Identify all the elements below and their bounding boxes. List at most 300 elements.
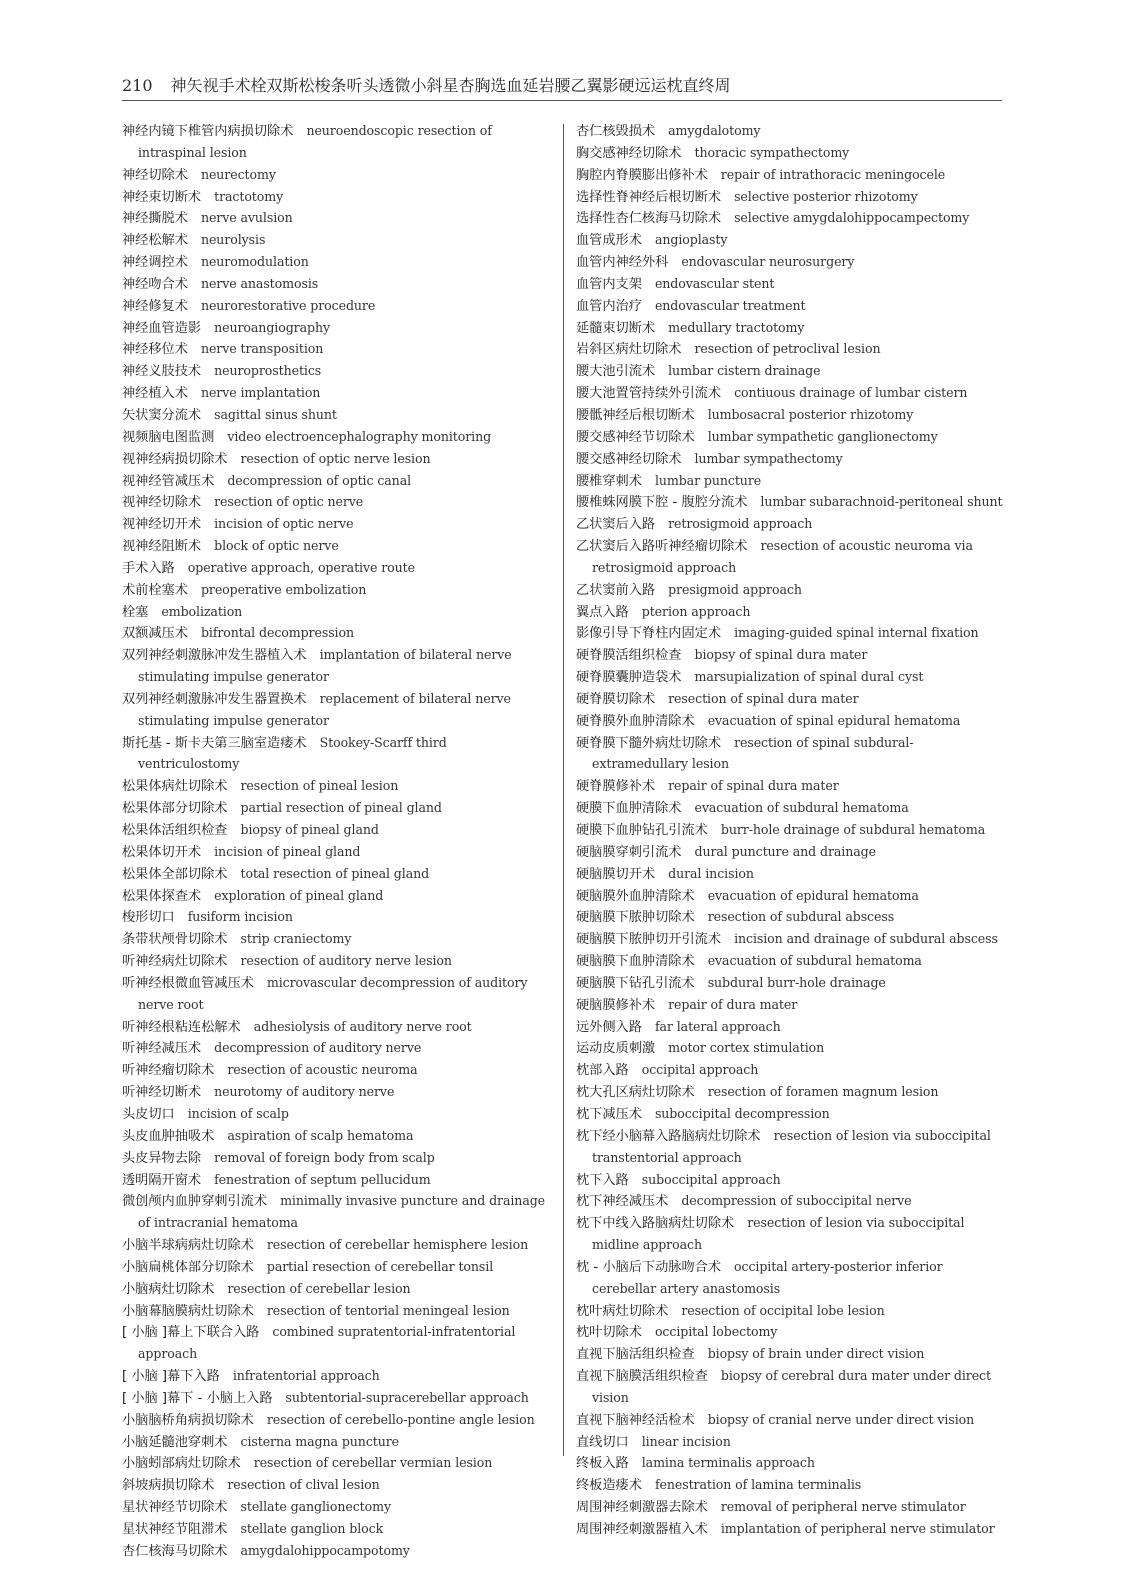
term-english: neuroendoscopic resection of intraspinal lesion bbox=[138, 123, 492, 160]
term-chinese: 硬脑膜切开术 bbox=[576, 866, 656, 882]
term-chinese: 枕 - 小脑后下动脉吻合术 bbox=[576, 1259, 722, 1275]
glossary-entry bbox=[122, 1475, 550, 1497]
term-english: fusiform incision bbox=[187, 909, 293, 925]
right-column bbox=[576, 121, 1006, 1541]
term-english: retrosigmoid approach bbox=[668, 516, 813, 532]
term-english: presigmoid approach bbox=[668, 581, 802, 597]
glossary-entry bbox=[576, 798, 1006, 820]
term-english: removal of foreign body from scalp bbox=[214, 1149, 435, 1165]
glossary-entry bbox=[576, 711, 1006, 733]
term-english: removal of peripheral nerve stimulator bbox=[720, 1499, 966, 1515]
term-english: selective amygdalohippocampectomy bbox=[734, 210, 970, 226]
glossary-entry bbox=[122, 187, 550, 209]
term-chinese: 神经束切断术 bbox=[122, 189, 202, 205]
term-english: lamina terminalis approach bbox=[641, 1455, 815, 1471]
term-chinese: 透明隔开窗术 bbox=[122, 1172, 202, 1188]
term-chinese: 硬脑膜修补术 bbox=[576, 997, 656, 1013]
glossary-entry bbox=[122, 1322, 550, 1366]
glossary-entry bbox=[122, 296, 550, 318]
term-chinese: 听神经瘤切除术 bbox=[122, 1063, 215, 1079]
glossary-entry bbox=[576, 1475, 1006, 1497]
term-chinese: 选择性杏仁核海马切除术 bbox=[576, 211, 722, 227]
term-english: decompression of auditory nerve bbox=[214, 1040, 422, 1056]
glossary-entry bbox=[122, 208, 550, 230]
term-english: burr-hole drainage of subdural hematoma bbox=[720, 822, 986, 837]
term-english: fenestration of lamina terminalis bbox=[654, 1477, 862, 1493]
term-english: implantation of peripheral nerve stimulator bbox=[720, 1521, 995, 1536]
term-chinese: 神经义肢技术 bbox=[122, 364, 202, 380]
term-english: lumbar cistern drainage bbox=[668, 363, 821, 379]
term-english: neurotomy of auditory nerve bbox=[214, 1084, 395, 1100]
term-chinese: 腰椎蛛网膜下腔 - 腹腔分流术 bbox=[576, 495, 748, 511]
term-chinese: 小脑扁桃体部分切除术 bbox=[122, 1259, 254, 1275]
term-chinese: 枕叶切除术 bbox=[576, 1325, 642, 1341]
term-chinese: 栓塞 bbox=[122, 604, 149, 620]
term-chinese: 硬脊膜囊肿造袋术 bbox=[576, 670, 682, 686]
term-english: contiuous drainage of lumbar cistern bbox=[734, 385, 968, 401]
term-chinese: 腰大池引流术 bbox=[576, 364, 656, 380]
glossary-entry bbox=[576, 361, 1006, 383]
term-chinese: 神经松解术 bbox=[122, 233, 188, 249]
term-chinese: 神经切除术 bbox=[122, 167, 188, 183]
glossary-entry bbox=[576, 471, 1006, 493]
glossary-entry bbox=[122, 602, 550, 624]
term-english: medullary tractotomy bbox=[668, 319, 805, 335]
glossary-entry bbox=[576, 1038, 1006, 1060]
glossary-entry bbox=[576, 187, 1006, 209]
glossary-entry bbox=[122, 842, 550, 864]
glossary-entry bbox=[576, 907, 1006, 929]
term-chinese: 直视下脑神经活检术 bbox=[576, 1412, 695, 1428]
term-english: exploration of pineal gland bbox=[214, 887, 384, 903]
term-chinese: 头皮异物去除 bbox=[122, 1150, 202, 1166]
term-chinese: 小脑病灶切除术 bbox=[122, 1281, 215, 1297]
glossary-entry bbox=[122, 798, 550, 820]
term-chinese: 硬脑膜下脓肿切开引流术 bbox=[576, 932, 722, 948]
glossary-entry bbox=[576, 208, 1006, 230]
term-english: fenestration of septum pellucidum bbox=[214, 1171, 431, 1187]
term-chinese: 双额减压术 bbox=[122, 626, 188, 642]
glossary-entry bbox=[576, 1257, 1006, 1301]
term-english: resection of acoustic neuroma via retrosigmoid approach bbox=[592, 538, 973, 575]
glossary-entry bbox=[576, 733, 1006, 777]
page-header bbox=[122, 72, 1002, 101]
glossary-entry bbox=[576, 143, 1006, 165]
term-chinese: 星状神经节阻滞术 bbox=[122, 1522, 228, 1537]
term-chinese: 松果体切开术 bbox=[122, 844, 202, 860]
term-chinese: 视频脑电图监测 bbox=[122, 429, 215, 445]
glossary-entry bbox=[122, 1191, 550, 1235]
term-chinese: 神经内镜下椎管内病损切除术 bbox=[122, 124, 294, 139]
term-english: nerve anastomosis bbox=[200, 275, 319, 291]
term-english: combined supratentorial-infratentorial approach bbox=[138, 1324, 516, 1362]
term-english: occipital approach bbox=[641, 1062, 759, 1078]
term-english: cisterna magna puncture bbox=[240, 1433, 400, 1449]
term-english: evacuation of subdural hematoma bbox=[694, 800, 909, 816]
term-english: endovascular stent bbox=[654, 275, 775, 291]
glossary-entry bbox=[122, 121, 550, 165]
glossary-entry bbox=[576, 864, 1006, 886]
term-chinese: 杏仁核毁损术 bbox=[576, 124, 656, 139]
term-english: resection of cerebellar vermian lesion bbox=[253, 1455, 493, 1471]
term-chinese: 运动皮质刺激 bbox=[576, 1041, 656, 1057]
term-chinese: 听神经根粘连松解术 bbox=[122, 1019, 241, 1035]
term-chinese: 硬脊膜切除术 bbox=[576, 691, 656, 707]
term-chinese: 手术入路 bbox=[122, 560, 175, 576]
glossary-entry bbox=[122, 886, 550, 908]
glossary-entry bbox=[576, 1301, 1006, 1323]
glossary-entry bbox=[122, 1279, 550, 1301]
glossary-entry bbox=[576, 776, 1006, 798]
term-chinese: 听神经切断术 bbox=[122, 1085, 202, 1101]
glossary-entry bbox=[576, 689, 1006, 711]
term-english: resection of optic nerve lesion bbox=[240, 450, 431, 466]
glossary-entry bbox=[576, 427, 1006, 449]
glossary-entry bbox=[576, 1519, 1006, 1541]
term-chinese: 乙状窦后入路 bbox=[576, 517, 656, 533]
term-chinese: 硬脑膜外血肿清除术 bbox=[576, 888, 695, 904]
term-chinese: 视神经病损切除术 bbox=[122, 451, 228, 467]
column-divider bbox=[563, 124, 564, 1456]
term-english: lumbosacral posterior rhizotomy bbox=[707, 406, 914, 422]
term-chinese: 松果体活组织检查 bbox=[122, 823, 228, 838]
glossary-entry bbox=[122, 1410, 550, 1432]
glossary-entry bbox=[122, 165, 550, 187]
term-english: suboccipital decompression bbox=[654, 1105, 830, 1121]
glossary-entry bbox=[122, 471, 550, 493]
term-chinese: 矢状窦分流术 bbox=[122, 407, 202, 423]
term-english: incision of scalp bbox=[187, 1105, 289, 1121]
glossary-entry bbox=[122, 405, 550, 427]
glossary-entry bbox=[122, 1366, 550, 1388]
term-chinese: 神经吻合术 bbox=[122, 276, 188, 292]
glossary-entry bbox=[122, 492, 550, 514]
glossary-entry bbox=[576, 842, 1006, 864]
term-chinese: 周围神经刺激器去除术 bbox=[576, 1500, 708, 1516]
term-english: partial resection of pineal gland bbox=[240, 800, 442, 816]
term-english: biopsy of pineal gland bbox=[240, 822, 379, 837]
term-english: endovascular treatment bbox=[654, 297, 806, 313]
term-chinese: 视神经管减压术 bbox=[122, 473, 215, 489]
glossary-entry bbox=[576, 667, 1006, 689]
glossary-entry bbox=[122, 1541, 550, 1563]
term-english: stellate ganglion block bbox=[240, 1521, 384, 1536]
glossary-entry bbox=[576, 1453, 1006, 1475]
term-english: adhesiolysis of auditory nerve root bbox=[253, 1018, 472, 1034]
term-english: resection of clival lesion bbox=[227, 1477, 380, 1493]
term-chinese: 硬脊膜下髓外病灶切除术 bbox=[576, 735, 722, 751]
term-english: neuromodulation bbox=[200, 254, 309, 270]
glossary-entry bbox=[576, 1213, 1006, 1257]
glossary-entry bbox=[122, 449, 550, 471]
term-chinese: 条带状颅骨切除术 bbox=[122, 932, 228, 948]
glossary-entry bbox=[122, 514, 550, 536]
glossary-entry bbox=[122, 951, 550, 973]
term-english: resection of spinal dura mater bbox=[668, 690, 859, 706]
glossary-entry bbox=[122, 1235, 550, 1257]
term-english: incision and drainage of subdural abscess bbox=[734, 931, 998, 947]
term-english: lumbar sympathetic ganglionectomy bbox=[707, 428, 938, 444]
glossary-entry bbox=[122, 1497, 550, 1519]
term-chinese: 小脑脑桥角病损切除术 bbox=[122, 1412, 254, 1428]
glossary-entry bbox=[122, 1257, 550, 1279]
term-english: resection of spinal subdural-extramedullary lesion bbox=[592, 734, 914, 772]
term-english: repair of spinal dura mater bbox=[668, 778, 839, 794]
glossary-entry bbox=[122, 383, 550, 405]
term-chinese: 视神经阻断术 bbox=[122, 539, 202, 555]
term-chinese: 腰交感神经切除术 bbox=[576, 451, 682, 467]
glossary-entry bbox=[122, 1082, 550, 1104]
term-chinese: 枕下中线入路脑病灶切除术 bbox=[576, 1216, 735, 1232]
term-chinese: 血管内治疗 bbox=[576, 298, 642, 314]
glossary-entry bbox=[576, 1344, 1006, 1366]
term-english: resection of cerebellar hemisphere lesion bbox=[266, 1237, 529, 1253]
term-english: resection of pineal lesion bbox=[240, 778, 399, 794]
glossary-entry bbox=[576, 449, 1006, 471]
term-english: endovascular neurosurgery bbox=[681, 254, 855, 270]
term-chinese: 腰骶神经后根切断术 bbox=[576, 407, 695, 423]
glossary-entry bbox=[122, 427, 550, 449]
glossary-entry bbox=[122, 623, 550, 645]
term-english: motor cortex stimulation bbox=[668, 1040, 825, 1056]
page-number: 210 bbox=[122, 76, 153, 95]
glossary-entry bbox=[122, 252, 550, 274]
glossary-entry bbox=[122, 1301, 550, 1323]
term-chinese: 直视下脑活组织检查 bbox=[576, 1347, 695, 1363]
glossary-entry bbox=[122, 645, 550, 689]
glossary-entry bbox=[122, 689, 550, 733]
term-english: thoracic sympathectomy bbox=[694, 144, 850, 160]
term-chinese: [ 小脑 ]幕下 - 小脑上入路 bbox=[122, 1390, 273, 1406]
term-english: resection of subdural abscess bbox=[707, 909, 895, 925]
term-english: strip craniectomy bbox=[240, 931, 352, 947]
glossary-entry bbox=[576, 1104, 1006, 1126]
term-english: amygdalohippocampotomy bbox=[240, 1542, 410, 1558]
glossary-entry bbox=[122, 1388, 550, 1410]
glossary-entry bbox=[576, 383, 1006, 405]
term-chinese: 视神经切除术 bbox=[122, 495, 202, 511]
term-chinese: 枕下减压术 bbox=[576, 1106, 642, 1122]
term-english: marsupialization of spinal dural cyst bbox=[694, 669, 924, 685]
term-chinese: 松果体病灶切除术 bbox=[122, 779, 228, 795]
glossary-entry bbox=[576, 1410, 1006, 1432]
term-english: repair of intrathoracic meningocele bbox=[720, 166, 946, 182]
term-chinese: 听神经病灶切除术 bbox=[122, 954, 228, 970]
term-english: infratentorial approach bbox=[232, 1368, 380, 1384]
term-english: dural puncture and drainage bbox=[694, 843, 876, 859]
glossary-entry bbox=[576, 995, 1006, 1017]
term-chinese: 头皮切口 bbox=[122, 1106, 175, 1122]
term-english: nerve implantation bbox=[200, 385, 321, 401]
glossary-entry bbox=[576, 252, 1006, 274]
glossary-entry bbox=[122, 973, 550, 1017]
term-english: linear incision bbox=[641, 1433, 731, 1449]
term-chinese: 小脑幕脑膜病灶切除术 bbox=[122, 1303, 254, 1319]
term-chinese: 硬脊膜修补术 bbox=[576, 779, 656, 795]
term-chinese: 影像引导下脊柱内固定术 bbox=[576, 626, 722, 642]
glossary-entry bbox=[576, 1060, 1006, 1082]
glossary-entry bbox=[122, 580, 550, 602]
glossary-entry bbox=[122, 1060, 550, 1082]
glossary-entry bbox=[576, 1082, 1006, 1104]
term-chinese: 硬脑膜下脓肿切除术 bbox=[576, 910, 695, 926]
term-chinese: 枕大孔区病灶切除术 bbox=[576, 1085, 695, 1101]
glossary-entry bbox=[576, 514, 1006, 536]
term-english: amygdalotomy bbox=[668, 123, 761, 138]
left-column bbox=[122, 121, 550, 1563]
glossary-entry bbox=[122, 733, 550, 777]
term-chinese: 乙状窦前入路 bbox=[576, 582, 656, 598]
glossary-entry bbox=[576, 951, 1006, 973]
term-chinese: 腰交感神经节切除术 bbox=[576, 429, 695, 445]
term-chinese: 硬膜下血肿钻孔引流术 bbox=[576, 823, 708, 838]
term-chinese: 远外侧入路 bbox=[576, 1019, 642, 1035]
term-english: minimally invasive puncture and drainage of intracranial hematoma bbox=[138, 1193, 546, 1231]
term-chinese: 神经血管造影 bbox=[122, 320, 202, 336]
term-english: far lateral approach bbox=[654, 1018, 781, 1034]
term-english: lumbar subarachnoid-peritoneal shunt bbox=[760, 494, 1003, 510]
term-chinese: 松果体探查术 bbox=[122, 888, 202, 904]
glossary-entry bbox=[576, 580, 1006, 602]
term-chinese: 胸腔内脊膜膨出修补术 bbox=[576, 167, 708, 183]
term-chinese: 小脑延髓池穿刺术 bbox=[122, 1434, 228, 1450]
term-english: neurolysis bbox=[200, 232, 266, 248]
term-chinese: 硬脊膜外血肿清除术 bbox=[576, 713, 695, 729]
term-chinese: 视神经切开术 bbox=[122, 517, 202, 533]
term-english: resection of tentorial meningeal lesion bbox=[266, 1302, 510, 1318]
glossary-entry bbox=[576, 1366, 1006, 1410]
glossary-entry bbox=[576, 645, 1006, 667]
term-english: neuroprosthetics bbox=[214, 363, 322, 379]
term-english: stellate ganglionectomy bbox=[240, 1499, 391, 1515]
glossary-entry bbox=[122, 1038, 550, 1060]
term-english: resection of cerebellar lesion bbox=[227, 1280, 411, 1296]
glossary-entry bbox=[576, 973, 1006, 995]
term-english: resection of petroclival lesion bbox=[694, 341, 881, 357]
term-english: lumbar puncture bbox=[654, 472, 762, 488]
term-chinese: 选择性脊神经后根切断术 bbox=[576, 189, 722, 205]
term-chinese: 松果体部分切除术 bbox=[122, 801, 228, 817]
term-chinese: 硬膜下血肿清除术 bbox=[576, 801, 682, 817]
term-chinese: 乙状窦后入路听神经瘤切除术 bbox=[576, 539, 748, 555]
term-chinese: 杏仁核海马切除术 bbox=[122, 1543, 228, 1559]
glossary-entry bbox=[122, 1170, 550, 1192]
glossary-entry bbox=[576, 886, 1006, 908]
term-english: resection of cerebello-pontine angle lesion bbox=[266, 1411, 535, 1427]
term-chinese: 延髓束切断术 bbox=[576, 320, 656, 336]
term-english: resection of lesion via suboccipital transtentorial approach bbox=[592, 1127, 991, 1165]
glossary-entry bbox=[576, 602, 1006, 624]
glossary-entry bbox=[122, 864, 550, 886]
glossary-entry bbox=[122, 1104, 550, 1126]
term-chinese: 血管成形术 bbox=[576, 233, 642, 249]
glossary-entry bbox=[122, 536, 550, 558]
term-english: incision of optic nerve bbox=[214, 516, 354, 532]
glossary-entry bbox=[576, 1126, 1006, 1170]
term-english: biopsy of cranial nerve under direct vision bbox=[707, 1411, 975, 1427]
glossary-entry bbox=[576, 318, 1006, 340]
term-chinese: 血管内神经外科 bbox=[576, 255, 669, 271]
glossary-entry bbox=[576, 929, 1006, 951]
term-english: neurorestorative procedure bbox=[200, 297, 376, 313]
glossary-entry bbox=[576, 1170, 1006, 1192]
term-english: preoperative embolization bbox=[200, 581, 367, 597]
term-chinese: 直线切口 bbox=[576, 1434, 629, 1450]
glossary-entry bbox=[576, 274, 1006, 296]
term-chinese: [ 小脑 ]幕下入路 bbox=[122, 1369, 220, 1385]
term-chinese: 腰椎穿刺术 bbox=[576, 473, 642, 489]
term-english: nerve transposition bbox=[200, 341, 324, 357]
term-english: evacuation of epidural hematoma bbox=[707, 887, 919, 903]
term-english: incision of pineal gland bbox=[214, 843, 361, 859]
term-chinese: 胸交感神经切除术 bbox=[576, 145, 682, 161]
term-english: suboccipital approach bbox=[641, 1171, 781, 1187]
term-english: selective posterior rhizotomy bbox=[734, 188, 918, 204]
term-english: microvascular decompression of auditory nerve root bbox=[138, 974, 528, 1012]
term-english: decompression of suboccipital nerve bbox=[681, 1193, 912, 1209]
term-chinese: 终板造瘘术 bbox=[576, 1478, 642, 1494]
term-chinese: 腰大池置管持续外引流术 bbox=[576, 386, 722, 402]
glossary-entry bbox=[576, 1017, 1006, 1039]
term-english: replacement of bilateral nerve stimulating impulse generator bbox=[138, 690, 511, 728]
term-chinese: 直视下脑膜活组织检查 bbox=[576, 1369, 708, 1385]
term-english: nerve avulsion bbox=[200, 210, 293, 226]
term-english: sagittal sinus shunt bbox=[214, 406, 337, 422]
term-english: biopsy of spinal dura mater bbox=[694, 647, 868, 663]
glossary-entry bbox=[576, 1191, 1006, 1213]
term-chinese: 斯托基 - 斯卡夫第三脑室造瘘术 bbox=[122, 735, 307, 751]
term-chinese: 小脑半球病病灶切除术 bbox=[122, 1238, 254, 1254]
term-chinese: 斜坡病损切除术 bbox=[122, 1478, 215, 1494]
glossary-entry bbox=[122, 1453, 550, 1475]
glossary-entry bbox=[122, 230, 550, 252]
term-english: total resection of pineal gland bbox=[240, 865, 430, 881]
term-english: resection of acoustic neuroma bbox=[227, 1062, 418, 1078]
term-chinese: 听神经减压术 bbox=[122, 1041, 202, 1057]
glossary-entry bbox=[122, 1017, 550, 1039]
term-english: resection of occipital lobe lesion bbox=[681, 1302, 885, 1318]
glossary-entry bbox=[576, 405, 1006, 427]
term-english: biopsy of brain under direct vision bbox=[707, 1346, 925, 1362]
glossary-entry bbox=[576, 339, 1006, 361]
glossary-entry bbox=[576, 121, 1006, 143]
term-chinese: 硬脑膜下钻孔引流术 bbox=[576, 975, 695, 991]
term-chinese: 听神经根微血管减压术 bbox=[122, 975, 254, 991]
glossary-entry bbox=[122, 776, 550, 798]
term-chinese: 硬脑膜穿刺引流术 bbox=[576, 844, 682, 860]
term-english: lumbar sympathectomy bbox=[694, 450, 843, 466]
term-chinese: 小脑蚓部病灶切除术 bbox=[122, 1456, 241, 1472]
term-english: tractotomy bbox=[214, 188, 284, 204]
glossary-entry bbox=[122, 820, 550, 842]
term-english: evacuation of subdural hematoma bbox=[707, 953, 922, 969]
term-english: Stookey-Scarff third ventriculostomy bbox=[138, 734, 447, 772]
term-chinese: 岩斜区病灶切除术 bbox=[576, 342, 682, 358]
glossary-entry bbox=[576, 230, 1006, 252]
glossary-entry bbox=[576, 492, 1006, 514]
term-chinese: 硬脑膜下血肿清除术 bbox=[576, 954, 695, 970]
term-english: neurectomy bbox=[200, 166, 276, 182]
glossary-entry bbox=[576, 820, 1006, 842]
term-english: imaging-guided spinal internal fixation bbox=[734, 625, 979, 641]
glossary-entry bbox=[576, 1322, 1006, 1344]
term-chinese: 神经撕脱术 bbox=[122, 211, 188, 227]
glossary-entry bbox=[122, 361, 550, 383]
term-english: resection of lesion via suboccipital midline approach bbox=[592, 1215, 965, 1253]
term-english: occipital lobectomy bbox=[654, 1324, 778, 1340]
term-english: pterion approach bbox=[641, 603, 751, 619]
glossary-entry bbox=[122, 558, 550, 580]
